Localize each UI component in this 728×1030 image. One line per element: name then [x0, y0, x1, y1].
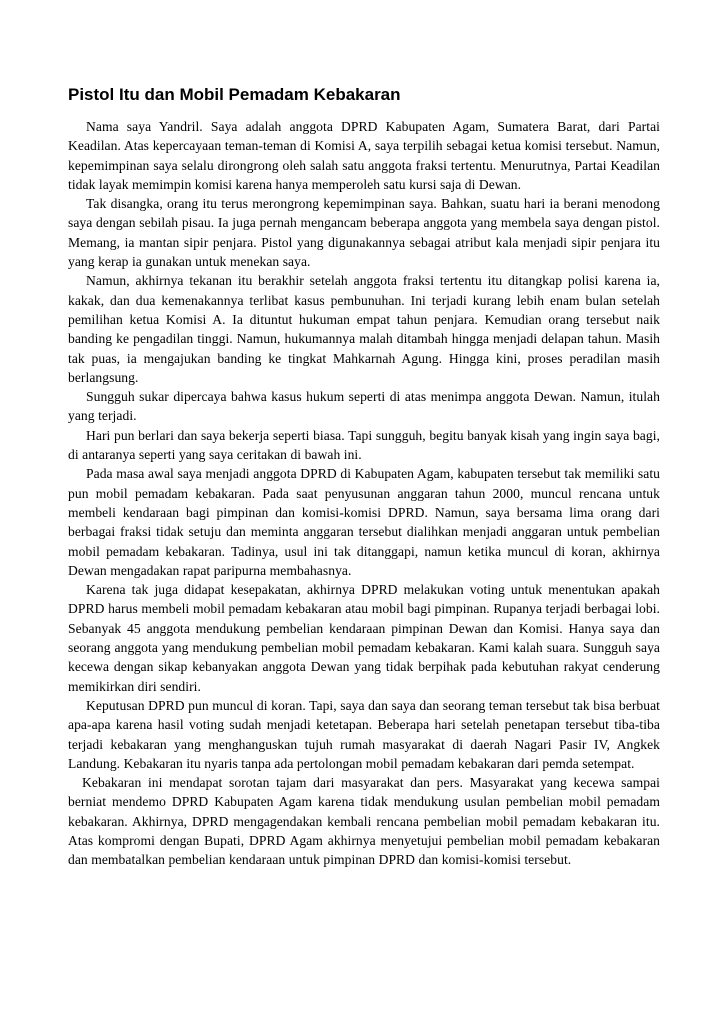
paragraph-3: Namun, akhirnya tekanan itu berakhir setelah anggota fraksi tertentu itu ditangkap polisi karena ia, kakak, dan dua kemenakannya terlibat kasus pembunuhan. Ini terjadi kurang lebih enam bulan setelah pemilihan ketua Komisi A. Ia dituntut hukuman empat tahun penjara. Kemudian orang tersebut naik banding ke pengadilan tinggi. Namun, hukumannya malah ditambah hingga menjadi delapan tahun. Masih tak puas, ia mengajukan banding ke tingkat Mahkarnah Agung. Hingga kini, proses peradilan masih berlangsung. — [68, 273, 660, 385]
document-page — [68, 84, 660, 870]
paragraph-8: Keputusan DPRD pun muncul di koran. Tapi, saya dan saya dan seorang teman tersebut tak bisa berbuat apa-apa karena hasil voting sudah menjadi ketetapan. Beberapa hari setelah penetapan tersebut tiba-tiba terjadi kebakaran yang menghanguskan tujuh rumah masyarakat di daerah Nagari Pasir IV, Angkek Landung. Kebakaran itu nyaris tanpa ada pertolongan mobil pemadam kebakaran dari pemda setempat. — [68, 697, 660, 771]
paragraph-7: Karena tak juga didapat kesepakatan, akhirnya DPRD melakukan voting untuk menentukan apakah DPRD harus membeli mobil pemadam kebakaran atau mobil bagi pimpinan. Rupanya terjadi berbagai lobi. Sebanyak 45 anggota mendukung pembelian kendaraan pimpinan Dewan dan Komisi. Hanya saya dan seorang anggota yang mendukung pembelian mobil pemadam kebakaran. Kami kalah suara. Sungguh saya kecewa dengan sikap kebanyakan anggota Dewan yang tidak berpihak pada kebutuhan rakyat cenderung memikirkan diri sendiri. — [68, 582, 660, 694]
paragraph-6: Pada masa awal saya menjadi anggota DPRD di Kabupaten Agam, kabupaten tersebut tak memiliki satu pun mobil pemadam kebakaran. Pada saat penyusunan anggaran tahun 2000, muncul rencana untuk membeli kendaraan bagi pimpinan dan komisi-komisi DPRD. Namun, saya bersama lima orang dari berbagai fraksi tidak setuju dan meminta anggaran tersebut dialihkan menjadi anggaran untuk pembelian mobil pemadam kebakaran. Tadinya, usul ini tak ditanggapi, namun ketika muncul di koran, akhirnya Dewan mengadakan rapat paripurna membahasnya. — [68, 466, 660, 578]
paragraph-1: Nama saya Yandril. Saya adalah anggota DPRD Kabupaten Agam, Sumatera Barat, dari Partai Keadilan. Atas kepercayaan teman-teman di Komisi A, saya terpilih sebagai ketua komisi tersebut. Namun, kepemimpinan saya selalu dirongrong oleh salah satu anggota fraksi tertentu. Menurutnya, Partai Keadilan tidak layak memimpin komisi karena hanya memperoleh satu kursi saja di Dewan. — [68, 119, 660, 192]
paragraph-5: Hari pun berlari dan saya bekerja seperti biasa. Tapi sungguh, begitu banyak kisah yang ingin saya bagi, di antaranya seperti yang saya ceritakan di bawah ini. — [68, 427, 660, 463]
paragraph-4: Sungguh sukar dipercaya bahwa kasus hukum seperti di atas menimpa anggota Dewan. Namun, itulah yang terjadi. — [68, 389, 660, 424]
paragraph-9: Kebakaran ini mendapat sorotan tajam dari masyarakat dan pers. Masyarakat yang kecewa sampai berniat mendemo DPRD Kabupaten Agam karena tidak mendukung usulan pembelian mobil pemadam kebakaran. Akhirnya, DPRD mengagendakan kembali rencana pembelian mobil pemadam kebakaran itu. Atas kompromi dengan Bupati, DPRD Agam akhirnya menyetujui pembelian mobil pemadam kebakaran dan membatalkan pembelian kendaraan untuk pimpinan DPRD dan komisi-komisi tersebut. — [68, 775, 660, 868]
document-title: Pistol Itu dan Mobil Pemadam Kebakaran — [68, 85, 401, 104]
paragraph-2: Tak disangka, orang itu terus merongrong kepemimpinan saya. Bahkan, suatu hari ia berani menodong saya dengan sebilah pisau. Ia juga pernah mengancam beberapa anggota yang membela saya dengan pistol. Memang, ia mantan sipir penjara. Pistol yang digunakannya sebagai atribut kala menjadi sipir penjara itu yang kerap ia gunakan untuk menekan saya. — [68, 196, 660, 270]
